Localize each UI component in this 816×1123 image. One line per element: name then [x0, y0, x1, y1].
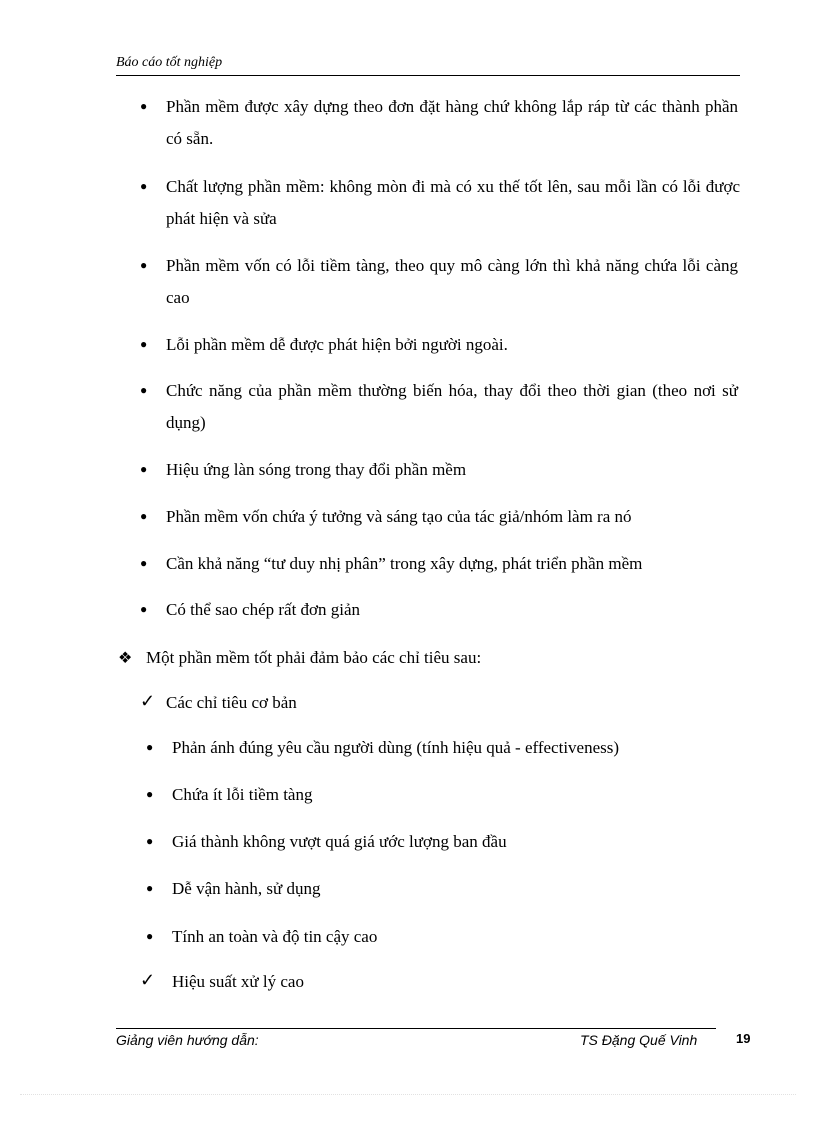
- bullet-icon: ●: [140, 602, 148, 616]
- page-number: 19: [736, 1031, 751, 1046]
- bullet-icon: ●: [140, 383, 148, 397]
- sub-list-item: Tính an toàn và độ tin cậy cao: [172, 927, 378, 946]
- list-item: Phần mềm được xây dựng theo đơn đặt hàng chứ không lắp ráp từ các thành phần có sẵn.: [166, 97, 738, 148]
- bullet-icon: ●: [146, 834, 154, 848]
- bullet-icon: ●: [140, 258, 148, 272]
- sub-list-item: Giá thành không vượt quá giá ước lượng ban đầu: [172, 832, 507, 851]
- list-item: Hiệu ứng làn sóng trong thay đổi phần mềm: [166, 460, 467, 479]
- list-item: Phần mềm vốn chứa ý tưởng và sáng tạo của tác giả/nhóm làm ra nó: [166, 507, 632, 526]
- list-item: Lỗi phần mềm dễ được phát hiện bởi người ngoài.: [166, 335, 508, 354]
- list-item: Có thể sao chép rất đơn giản: [166, 600, 361, 619]
- bullet-icon: ●: [146, 740, 154, 754]
- bullet-icon: ●: [140, 556, 148, 570]
- footer-advisor-label: Giảng viên hướng dẫn:: [116, 1032, 259, 1048]
- bullet-icon: ●: [140, 337, 148, 351]
- bullet-icon: ●: [140, 179, 148, 193]
- footer-advisor-name: TS Đặng Quế Vinh: [580, 1032, 698, 1048]
- bullet-icon: ●: [146, 929, 154, 943]
- footer-divider: [116, 1028, 716, 1029]
- check-icon: ✓: [140, 691, 156, 711]
- bullet-icon: ●: [146, 881, 154, 895]
- subsection-heading: Hiệu suất xử lý cao: [172, 972, 304, 991]
- bullet-icon: ●: [140, 99, 148, 113]
- list-item: Phần mềm vốn có lỗi tiềm tàng, theo quy mô càng lớn thì khả năng chứa lỗi càng cao: [166, 256, 738, 307]
- subsection-heading: Các chỉ tiêu cơ bản: [166, 693, 297, 712]
- section-heading: Một phần mềm tốt phải đảm bảo các chỉ tiêu sau:: [146, 648, 482, 667]
- diamond-bullet-icon: ❖: [118, 650, 133, 667]
- list-item: Chức năng của phần mềm thường biến hóa, thay đổi theo thời gian (theo nơi sử dụng): [166, 381, 738, 432]
- bullet-icon: ●: [140, 462, 148, 476]
- list-item: Cần khả năng “tư duy nhị phân” trong xây dựng, phát triển phần mềm: [166, 554, 643, 573]
- sub-list-item: Dễ vận hành, sử dụng: [172, 879, 321, 898]
- check-icon: ✓: [140, 970, 156, 990]
- bullet-icon: ●: [146, 787, 154, 801]
- bullet-icon: ●: [140, 509, 148, 523]
- document-header: Báo cáo tốt nghiệp: [116, 55, 740, 76]
- sub-list-item: Phản ánh đúng yêu cầu người dùng (tính hiệu quả - effectiveness): [172, 738, 620, 757]
- sub-list-item: Chứa ít lỗi tiềm tàng: [172, 785, 313, 804]
- list-item: Chất lượng phần mềm: không mòn đi mà có xu thế tốt lên, sau mỗi lần có lỗi được phát hiện và sửa: [166, 177, 740, 228]
- page-bottom-edge: [20, 1094, 796, 1095]
